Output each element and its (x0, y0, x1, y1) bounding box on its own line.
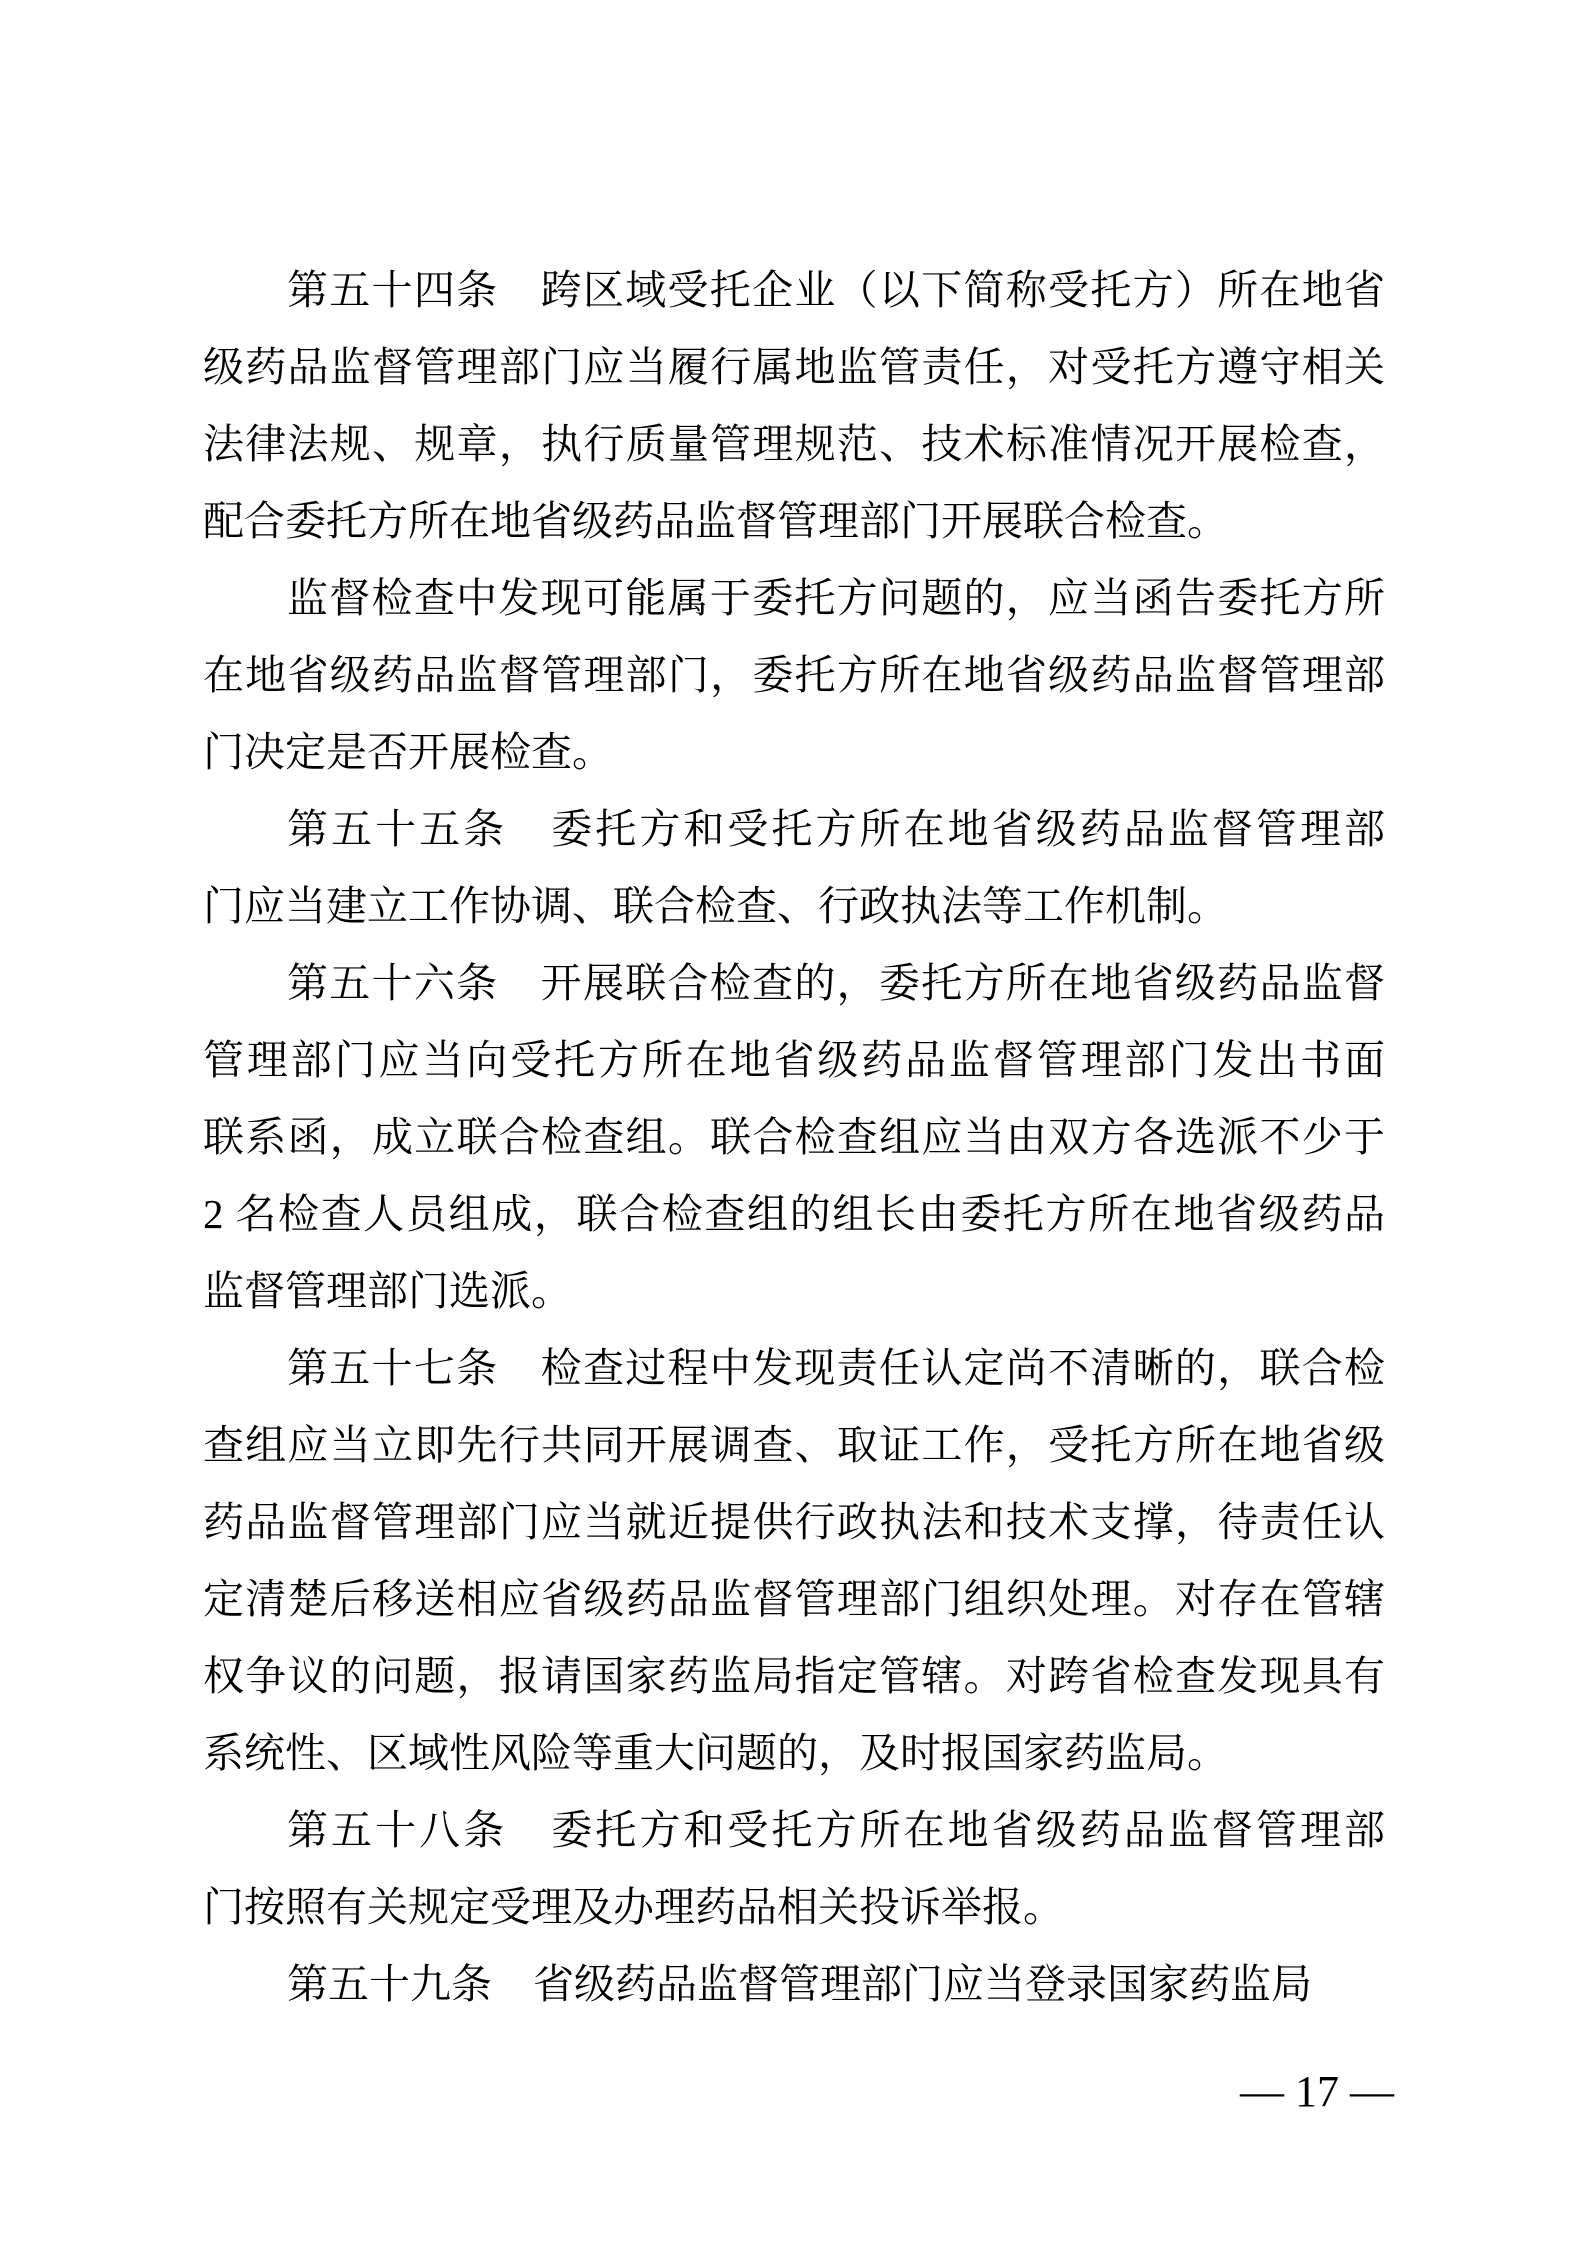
paragraph-article-57 (203, 1330, 1385, 1792)
text-line: 权争议的问题，报请国家药监局指定管辖。对跨省检查发现具有 (203, 1653, 1385, 1699)
paragraph-article-59 (203, 1946, 1385, 2023)
text-line: 法律法规、规章，执行质量管理规范、技术标准情况开展检查， (203, 421, 1385, 467)
text-line: 第五十九条 省级药品监督管理部门应当登录国家药监局 (287, 1961, 1312, 2007)
text-line: 监督检查中发现可能属于委托方问题的，应当函告委托方所 (287, 575, 1385, 621)
text-line: 第五十六条 开展联合检查的，委托方所在地省级药品监督 (287, 960, 1385, 1006)
paragraph-article-58 (203, 1792, 1385, 1946)
paragraph-article-56 (203, 945, 1385, 1330)
text-line: 配合委托方所在地省级药品监督管理部门开展联合检查。 (203, 498, 1228, 544)
paragraph-article-54 (203, 252, 1385, 560)
text-line: 门决定是否开展检查。 (203, 729, 613, 775)
text-line: 级药品监督管理部门应当履行属地监管责任，对受托方遵守相关 (203, 344, 1385, 390)
text-line: 门按照有关规定受理及办理药品相关投诉举报。 (203, 1884, 1064, 1930)
text-line: 在地省级药品监督管理部门，委托方所在地省级药品监督管理部 (203, 652, 1385, 698)
text-line: 药品监督管理部门应当就近提供行政执法和技术支撑，待责任认 (203, 1499, 1385, 1545)
text-line: 2 名检查人员组成，联合检查组的组长由委托方所在地省级药品 (203, 1191, 1385, 1237)
text-line: 门应当建立工作协调、联合检查、行政执法等工作机制。 (203, 883, 1228, 929)
text-line: 监督管理部门选派。 (203, 1268, 572, 1314)
page-footer (1196, 2026, 1394, 2158)
text-line: 第五十四条 跨区域受托企业（以下简称受托方）所在地省 (287, 267, 1385, 313)
text-line: 第五十五条 委托方和受托方所在地省级药品监督管理部 (287, 806, 1385, 852)
paragraph-article-55 (203, 791, 1385, 945)
text-line: 查组应当立即先行共同开展调查、取证工作，受托方所在地省级 (203, 1422, 1385, 1468)
document-body (203, 252, 1385, 2023)
paragraph-article-54-paragraph-2 (203, 560, 1385, 791)
text-line: 联系函，成立联合检查组。联合检查组应当由双方各选派不少于 (203, 1114, 1385, 1160)
text-line: 系统性、区域性风险等重大问题的，及时报国家药监局。 (203, 1730, 1228, 1776)
text-line: 第五十七条 检查过程中发现责任认定尚不清晰的，联合检 (287, 1345, 1385, 1391)
text-line: 定清楚后移送相应省级药品监督管理部门组织处理。对存在管辖 (203, 1576, 1385, 1622)
page-number: — 17 — (1240, 2067, 1394, 2116)
text-line: 管理部门应当向受托方所在地省级药品监督管理部门发出书面 (203, 1037, 1385, 1083)
text-line: 第五十八条 委托方和受托方所在地省级药品监督管理部 (287, 1807, 1385, 1853)
